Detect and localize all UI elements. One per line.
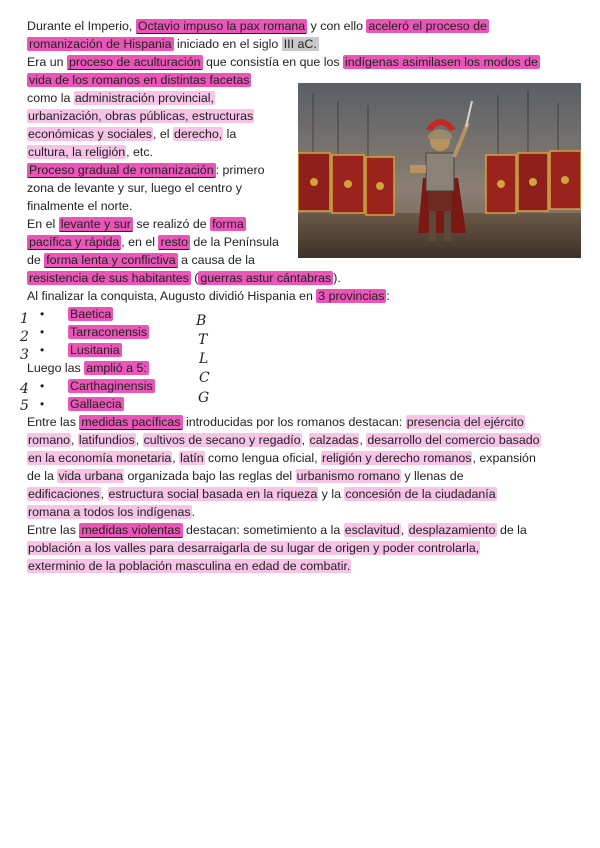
- text: , el: [152, 127, 173, 141]
- text: y la: [318, 487, 345, 501]
- text: destacan: sometimiento a la: [182, 523, 344, 537]
- text: y con ello: [307, 19, 367, 33]
- text: ).: [333, 271, 341, 285]
- text: de: [27, 253, 45, 267]
- text: organizada bajo las reglas del: [124, 469, 296, 483]
- text: .: [191, 505, 196, 519]
- highlight: medidas pacíficas: [81, 415, 181, 429]
- province-item: [68, 377, 155, 395]
- text: ,: [71, 433, 78, 447]
- handwritten-number: 5: [20, 398, 29, 414]
- p6-line2: [27, 539, 480, 557]
- text: En el: [27, 217, 59, 231]
- p4-line1: [27, 215, 246, 233]
- p2-line5: [27, 125, 236, 143]
- text: se realizó de: [132, 217, 211, 231]
- p3-line3: [27, 197, 132, 215]
- highlight: aceleró el proceso de: [368, 19, 487, 33]
- highlight-pale: romana a todos los indígenas: [28, 505, 191, 519]
- text: (: [190, 271, 199, 285]
- text: ,: [359, 433, 367, 447]
- p1-line1: [27, 17, 489, 35]
- highlight: proceso de aculturación: [68, 55, 201, 69]
- p2-line2: [27, 71, 251, 89]
- highlight-pale: económicas y sociales: [28, 127, 152, 141]
- highlight-pale: latifundios: [78, 433, 135, 447]
- highlight-pale: religión y derecho romanos: [322, 451, 472, 465]
- handwritten-letter: T: [198, 332, 208, 348]
- highlight-pale: exterminio de la población masculina en edad de combatir.: [28, 559, 351, 573]
- p2-line1: [27, 53, 540, 71]
- handwritten-number: 2: [20, 329, 29, 345]
- text: como la: [27, 91, 74, 105]
- p5-line6: [27, 503, 195, 521]
- p5-line1: [27, 413, 525, 431]
- province-item: [68, 305, 113, 323]
- text: : primero: [215, 163, 265, 177]
- text: Era un: [27, 55, 67, 69]
- highlight: resto: [160, 235, 188, 249]
- p4-line3: [27, 251, 255, 269]
- handwritten-number: 3: [20, 347, 29, 363]
- highlight: Tarraconensis: [70, 325, 148, 339]
- handwritten-letter: G: [198, 390, 210, 406]
- text: Luego las: [27, 361, 85, 375]
- text: de la Península: [189, 235, 279, 249]
- highlight: Baetica: [70, 307, 112, 321]
- text: ,: [400, 523, 408, 537]
- highlight-pale: edificaciones: [28, 487, 100, 501]
- highlight-pale: presencia del ejército: [406, 415, 524, 429]
- text: Al finalizar la conquista, Augusto dividió Hispania en: [27, 289, 317, 303]
- expansion-line: [27, 359, 149, 377]
- highlight-pale: calzadas: [309, 433, 359, 447]
- highlight-gray: III aC.: [283, 37, 317, 51]
- text: ,: [172, 451, 180, 465]
- text: que consistía en que los: [202, 55, 344, 69]
- text: Entre las: [27, 523, 80, 537]
- p5-line2: [27, 431, 541, 449]
- highlight: Gallaecia: [70, 397, 122, 411]
- p2-line4: [27, 107, 254, 125]
- text: iniciado en el siglo: [173, 37, 282, 51]
- province-item: [68, 323, 149, 341]
- p4-line4: [27, 269, 341, 287]
- p3-line1: [27, 161, 264, 179]
- text: ,: [100, 487, 108, 501]
- text: , en el: [121, 235, 159, 249]
- text: introducidas por los romanos destacan:: [182, 415, 406, 429]
- highlight-pale: latín: [180, 451, 204, 465]
- highlight: amplió a 5:: [86, 361, 147, 375]
- highlight-pale: desplazamiento: [408, 523, 496, 537]
- highlight-pale: en la economía monetaria: [28, 451, 172, 465]
- text: Entre las: [27, 415, 80, 429]
- text: finalmente el norte.: [27, 199, 133, 213]
- p5-line3: [27, 449, 536, 467]
- p2-line6: [27, 143, 153, 161]
- highlight-pale: estructura social basada en la riqueza: [108, 487, 318, 501]
- highlight: romanización de Hispania: [29, 37, 172, 51]
- province-item: [68, 395, 124, 413]
- p5-line4: [27, 467, 464, 485]
- handwritten-letter: L: [199, 351, 209, 367]
- text: ,: [135, 433, 143, 447]
- text: a causa de la: [177, 253, 255, 267]
- p4-line2: [27, 233, 279, 251]
- highlight-pale: concesión de la ciudadanía: [345, 487, 496, 501]
- highlight: Octavio impuso la pax romana: [137, 19, 306, 33]
- p5-line5: [27, 485, 497, 503]
- p4-line5: [27, 287, 390, 305]
- highlight-pale: cultura, la religión: [28, 145, 126, 159]
- p2-line3: [27, 89, 215, 107]
- highlight: resistencia de sus habitantes: [29, 271, 189, 285]
- highlight-pale: administración provincial,: [74, 91, 214, 105]
- bullet-icon: •: [40, 397, 45, 411]
- handwritten-letter: C: [199, 370, 210, 386]
- text: como lengua oficial,: [204, 451, 321, 465]
- bullet-icon: •: [40, 325, 45, 339]
- highlight: levante y sur: [60, 217, 131, 231]
- text: , etc.: [126, 145, 153, 159]
- bullet-icon: •: [40, 343, 45, 357]
- p6-line1: [27, 521, 527, 539]
- text: Durante el Imperio,: [27, 19, 136, 33]
- highlight: medidas violentas: [81, 523, 181, 537]
- highlight-pale: cultivos de secano y regadío: [143, 433, 301, 447]
- province-item: [68, 341, 122, 359]
- highlight: pacífica y rápida: [29, 235, 120, 249]
- highlight-pale: población a los valles para desarraigarla de su lugar de origen y poder controlarla,: [28, 541, 480, 555]
- text: de la: [27, 469, 58, 483]
- p6-line3: [27, 557, 351, 575]
- handwritten-number: 1: [20, 311, 29, 327]
- highlight-pale: derecho,: [173, 127, 223, 141]
- highlight-pale: urbanismo romano: [296, 469, 400, 483]
- highlight-pale: romano: [28, 433, 71, 447]
- highlight: 3 provincias: [318, 289, 385, 303]
- text: la: [223, 127, 237, 141]
- p3-line2: [27, 179, 242, 197]
- highlight-pale: vida urbana: [58, 469, 124, 483]
- roman-legion-illustration: [298, 83, 581, 258]
- highlight-pale: esclavitud: [344, 523, 400, 537]
- highlight: forma lenta y conflictiva: [46, 253, 176, 267]
- text: y llenas de: [400, 469, 464, 483]
- text: de la: [496, 523, 527, 537]
- text: :: [386, 289, 390, 303]
- bullet-icon: •: [40, 307, 45, 321]
- handwritten-number: 4: [20, 381, 29, 397]
- text: ,: [301, 433, 309, 447]
- text: zona de levante y sur, luego el centro y: [27, 181, 242, 195]
- highlight: forma: [212, 217, 244, 231]
- bullet-icon: •: [40, 379, 45, 393]
- highlight-pale: urbanización, obras públicas, estructuras: [28, 109, 254, 123]
- highlight-pale: desarrollo del comercio basado: [367, 433, 540, 447]
- highlight: Carthaginensis: [70, 379, 153, 393]
- p1-line2: [27, 35, 319, 53]
- highlight: guerras astur cántabras: [200, 271, 332, 285]
- handwritten-letter: B: [196, 313, 207, 329]
- highlight: vida de los romanos en distintas facetas: [29, 73, 250, 87]
- highlight: Proceso gradual de romanización: [29, 163, 214, 177]
- highlight: indígenas asimilasen los modos de: [345, 55, 538, 69]
- text: , expansión: [472, 451, 536, 465]
- highlight: Lusitania: [70, 343, 120, 357]
